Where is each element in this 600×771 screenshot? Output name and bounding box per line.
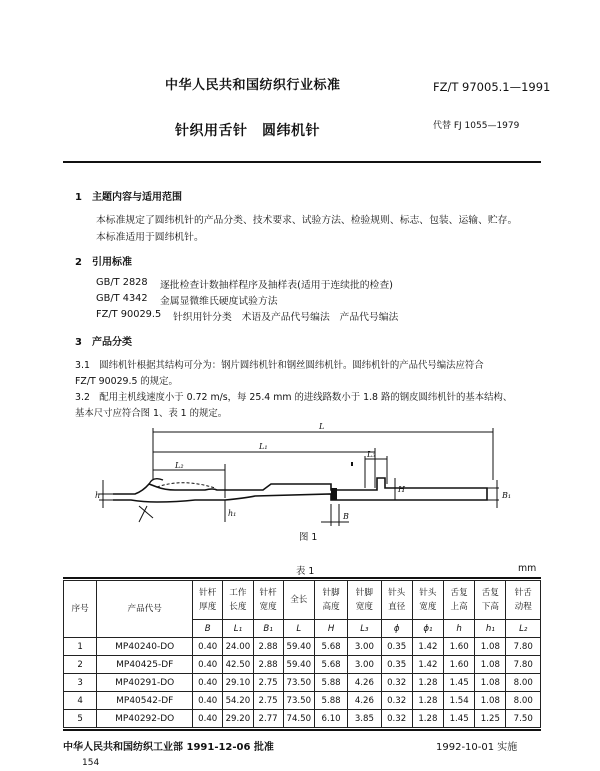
table-symbol-cell: L: [283, 620, 314, 638]
table-cell: 54.20: [223, 692, 253, 710]
label-B1: B₁: [502, 491, 512, 500]
table-cell: MP40291-DO: [97, 674, 193, 692]
table-cell: 0.40: [193, 692, 223, 710]
table-cell: 1.08: [475, 692, 506, 710]
org-title: 中华人民共和国纺织行业标准: [165, 78, 341, 93]
section-1-title: 1 主题内容与适用范围: [75, 192, 182, 203]
table-header-cell: 舌复 下高: [475, 581, 506, 620]
label-h: h: [95, 491, 101, 500]
label-L3: L₃: [367, 450, 376, 459]
table-cell: 5.88: [314, 692, 347, 710]
table-cell: 59.40: [283, 656, 314, 674]
page-number: 154: [82, 758, 100, 768]
table-cell: 1.08: [475, 638, 506, 656]
replaces-note: 代替 FJ 1055—1979: [433, 121, 520, 131]
label-L1: L₁: [259, 442, 268, 451]
table-cell: 42.50: [223, 656, 253, 674]
table-symbol-cell: h: [444, 620, 475, 638]
label-L2: L₂: [175, 461, 184, 470]
table-cell: 3.85: [348, 710, 381, 728]
table-header-cell: 序号: [64, 581, 97, 638]
approval-note: 中华人民共和国纺织工业部 1991-12-06 批准: [63, 742, 274, 753]
table-symbol-cell: L₂: [506, 620, 541, 638]
table-cell: 7.80: [506, 656, 541, 674]
label-B: B: [343, 512, 349, 521]
table-cell: 1.42: [412, 656, 443, 674]
ref-text: 逐批检查计数抽样程序及抽样表(适用于连续批的检查): [160, 280, 393, 291]
leader-line: [139, 506, 147, 522]
figure-caption: 图 1: [299, 532, 318, 543]
standard-code: FZ/T 97005.1—1991: [433, 80, 551, 94]
table-symbol-cell: ϕ₁: [412, 620, 443, 638]
table-cell: 1.08: [475, 656, 506, 674]
header-divider: [63, 161, 541, 163]
table-cell: 24.00: [223, 638, 253, 656]
table-cell: 5.68: [314, 656, 347, 674]
table-symbol-cell: h₁: [475, 620, 506, 638]
table-header-cell: 产品代号: [97, 581, 193, 638]
table-cell: 4.26: [348, 692, 381, 710]
table-cell: 8.00: [506, 692, 541, 710]
table-cell: 29.10: [223, 674, 253, 692]
table-cell: 1.25: [475, 710, 506, 728]
table-cell: 2: [64, 656, 97, 674]
label-h1: h₁: [228, 509, 237, 518]
table-symbol-cell: L₃: [348, 620, 381, 638]
table-cell: 2.88: [253, 656, 283, 674]
table-cell: 1.28: [412, 692, 443, 710]
table-cell: MP40292-DO: [97, 710, 193, 728]
table-unit: mm: [518, 563, 537, 574]
table-row: [64, 710, 541, 728]
table-header-cell: 针脚 宽度: [348, 581, 381, 620]
document-title: 针织用舌针 圆纬机针: [175, 123, 320, 139]
table-cell: 1.42: [412, 638, 443, 656]
label-H: H: [398, 485, 405, 494]
clause-3-1-line-2: FZ/T 90029.5 的规定。: [75, 376, 178, 387]
table-cell: 0.32: [381, 674, 412, 692]
table-cell: 0.35: [381, 656, 412, 674]
table-cell: 1.45: [444, 674, 475, 692]
table-cell: 0.35: [381, 638, 412, 656]
table-cell: 1.28: [412, 674, 443, 692]
table-row: [64, 656, 541, 674]
table-cell: 1.28: [412, 710, 443, 728]
table-cell: 8.00: [506, 674, 541, 692]
table-cell: 2.75: [253, 674, 283, 692]
table-cell: 1: [64, 638, 97, 656]
needle-outline: [113, 478, 487, 502]
table-cell: 2.77: [253, 710, 283, 728]
section-1-para-1: 本标准规定了圆纬机针的产品分类、技术要求、试验方法、检验规则、标志、包装、运输、贮存。: [96, 215, 518, 226]
table-cell: 73.50: [283, 674, 314, 692]
label-L: L: [319, 422, 325, 431]
table-cell: 6.10: [314, 710, 347, 728]
table-cell: 0.32: [381, 692, 412, 710]
table-cell: 1.54: [444, 692, 475, 710]
table-cell: 1.08: [475, 674, 506, 692]
clause-3-2-line-2: 基本尺寸应符合图 1、表 1 的规定。: [75, 408, 228, 419]
table-top-rule: [63, 577, 541, 579]
table-cell: 3.00: [348, 638, 381, 656]
table-row: [64, 674, 541, 692]
table-cell: 2.75: [253, 692, 283, 710]
table-cell: MP40240-DO: [97, 638, 193, 656]
tick-mark: [351, 462, 353, 466]
table-cell: 29.20: [223, 710, 253, 728]
table-cell: 0.40: [193, 656, 223, 674]
spec-table: [63, 580, 541, 728]
table-symbol-cell: B: [193, 620, 223, 638]
table-cell: 5.88: [314, 674, 347, 692]
section-3-title: 3 产品分类: [75, 337, 132, 348]
footer-rule: [63, 729, 541, 731]
needle-hook: [149, 479, 163, 484]
table-cell: 1.45: [444, 710, 475, 728]
table-header-cell: 针头 直径: [381, 581, 412, 620]
implementation-date: 1992-10-01 实施: [436, 742, 518, 753]
table-symbol-cell: L₁: [223, 620, 253, 638]
table-cell: 59.40: [283, 638, 314, 656]
table-cell: 3.00: [348, 656, 381, 674]
table-cell: 1.60: [444, 638, 475, 656]
table-header-cell: 舌复 上高: [444, 581, 475, 620]
table-header-cell: 针杆 宽度: [253, 581, 283, 620]
table-cell: 3: [64, 674, 97, 692]
table-header-cell: 针脚 高度: [314, 581, 347, 620]
table-cell: 2.88: [253, 638, 283, 656]
section-mark: [331, 488, 337, 500]
table-cell: 5.68: [314, 638, 347, 656]
table-cell: 74.50: [283, 710, 314, 728]
table-row: [64, 638, 541, 656]
table-title: 表 1: [296, 566, 315, 577]
table-cell: MP40542-DF: [97, 692, 193, 710]
table-cell: 4: [64, 692, 97, 710]
table-cell: 4.26: [348, 674, 381, 692]
table-header-cell: 针舌 动程: [506, 581, 541, 620]
table-symbol-cell: H: [314, 620, 347, 638]
needle-diagram: [95, 418, 525, 536]
table-cell: MP40425-DF: [97, 656, 193, 674]
table-header-cell: 针杆 厚度: [193, 581, 223, 620]
needle-latch: [157, 483, 215, 488]
clause-3-1-line-1: 3.1 圆纬机针根据其结构可分为：钢片圆纬机针和钢丝圆纬机针。圆纬机针的产品代号编法应符合: [75, 360, 484, 371]
table-cell: 0.40: [193, 674, 223, 692]
table-cell: 0.40: [193, 710, 223, 728]
table-cell: 0.32: [381, 710, 412, 728]
table-cell: 1.60: [444, 656, 475, 674]
table-header-cell: 全长: [283, 581, 314, 620]
table-row: [64, 692, 541, 710]
ref-text: 金属显微维氏硬度试验方法: [160, 296, 278, 307]
table-symbol-cell: B₁: [253, 620, 283, 638]
section-1-para-2: 本标准适用于圆纬机针。: [96, 232, 204, 243]
ref-code: GB/T 4342: [96, 293, 148, 304]
table-cell: 0.40: [193, 638, 223, 656]
ref-code: GB/T 2828: [96, 277, 148, 288]
table-cell: 5: [64, 710, 97, 728]
ref-code: FZ/T 90029.5: [96, 309, 162, 320]
section-2-title: 2 引用标准: [75, 257, 132, 268]
clause-3-2-line-1: 3.2 配用主机线速度小于 0.72 m/s，每 25.4 mm 的进线路数小于 1.8 路的钢皮圆纬机针的基本结构、: [75, 392, 513, 403]
table-symbol-cell: ϕ: [381, 620, 412, 638]
ref-text: 针织用针分类 术语及产品代号编法 产品代号编法: [173, 312, 399, 323]
table-header-cell: 针头 宽度: [412, 581, 443, 620]
table-header-cell: 工作 长度: [223, 581, 253, 620]
table-cell: 73.50: [283, 692, 314, 710]
table-cell: 7.50: [506, 710, 541, 728]
table-cell: 7.80: [506, 638, 541, 656]
